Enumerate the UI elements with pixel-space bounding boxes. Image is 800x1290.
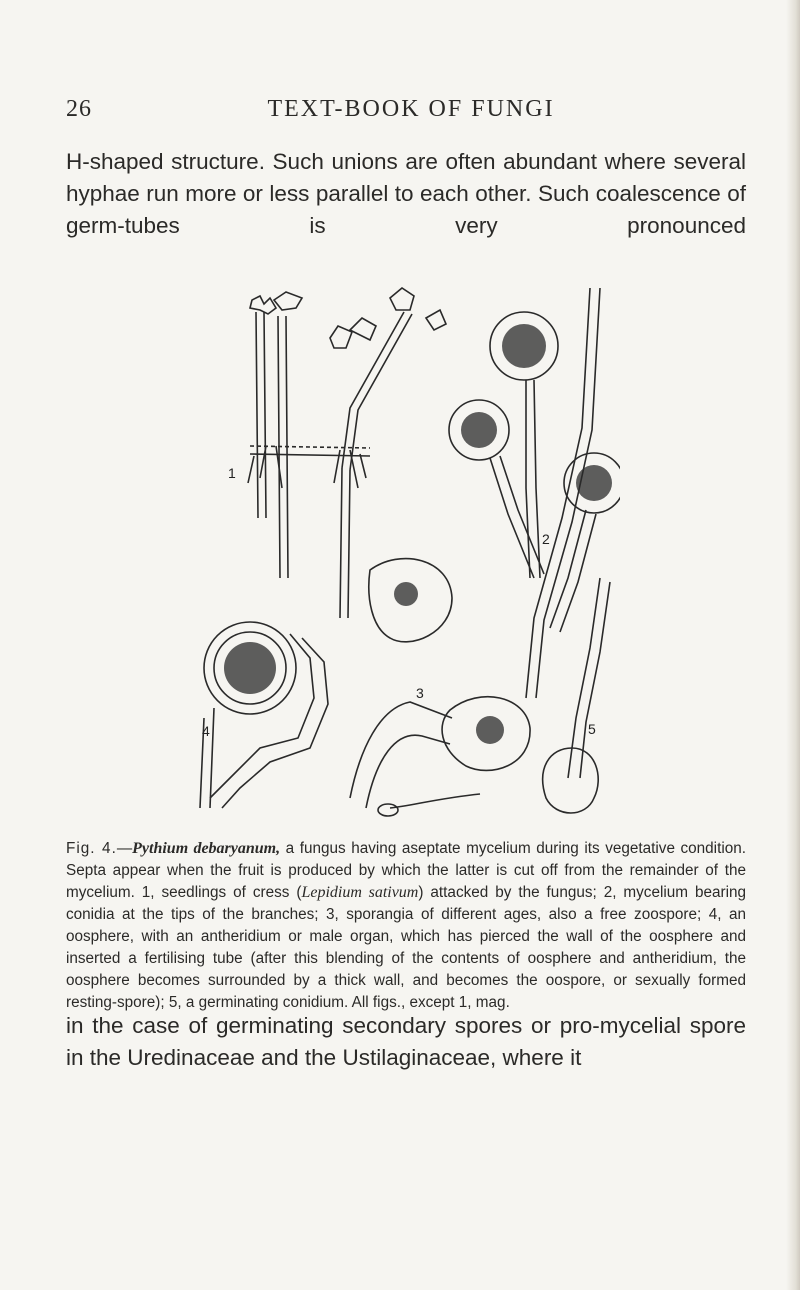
caption-species-name: Pythium debaryanum, (132, 840, 281, 857)
figure-label-1: 1 (228, 465, 236, 481)
caption-figure-label: Fig. 4. (66, 840, 117, 857)
germinating-conidium-drawing (543, 578, 610, 813)
caption-text-part-2: ) attacked by the fungus; 2, mycelium bearing conidia at the tips of the branches; 3, sporangia of different ages, also a free zoospore; 4, an oosphere, with an antheridium or male organ, which has pierced the wall of the oosphere and inserted a fertilising tube (after this blending of the contents of oosphere and antheridium, the oosphere becomes surrounded by a thick wall, and becomes the oospore, or sexually formed resting-spore); 5, a germinating conidium. All figs., except 1, mag. (66, 884, 746, 1011)
body-paragraph-top: H-shaped structure. Such unions are often abundant where several hyphae run more or less parallel to each other. Such coalescence of germ-tubes is very pronounced (66, 149, 746, 238)
figure-caption (66, 838, 746, 1014)
figure-label-4: 4 (202, 723, 210, 739)
caption-dash: — (116, 840, 133, 857)
seedlings-drawing (248, 288, 446, 618)
caption-text-part-1: a fungus having aseptate mycelium during its vegetative condition. Septa appear when the fruit is produced by which the latter is cut off from the remainder of the mycelium. 1, seedlings of cress ( (66, 840, 746, 901)
sporangia-drawing (350, 559, 530, 816)
pythium-illustration (190, 278, 620, 818)
running-title: TEXT-BOOK OF FUNGI (267, 96, 555, 122)
caption-cress-name: Lepidium sativum (301, 884, 419, 901)
figure-label-5: 5 (588, 721, 596, 737)
page-header (66, 96, 746, 136)
body-paragraph-bottom: in the case of germinating secondary spores or pro-mycelial spore in the Uredinaceae and the Ustilaginaceae, where it (66, 1013, 746, 1070)
figure-label-3: 3 (416, 685, 424, 701)
page-number: 26 (66, 96, 92, 122)
figure-label-2: 2 (542, 531, 550, 547)
page-edge-shadow (786, 0, 800, 1290)
